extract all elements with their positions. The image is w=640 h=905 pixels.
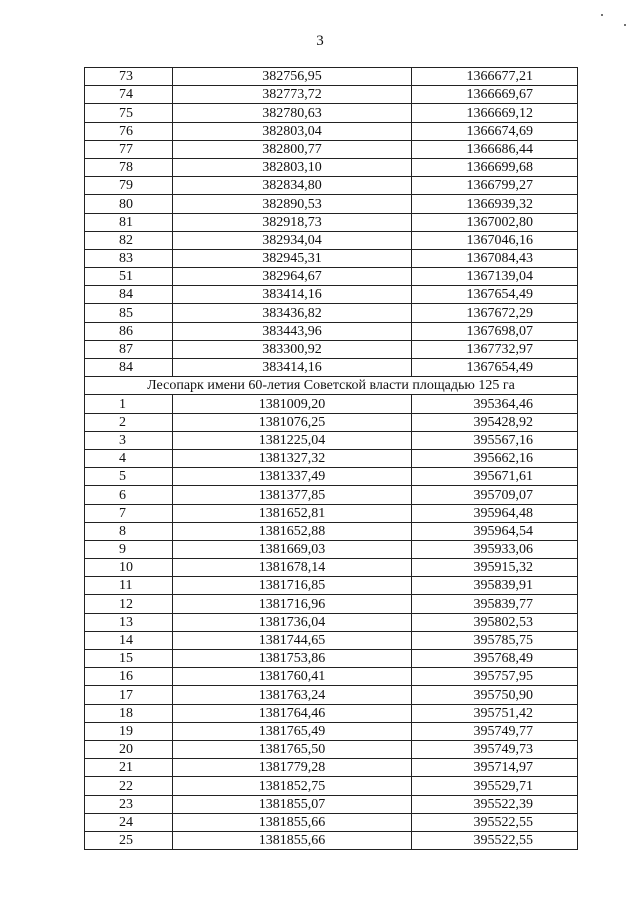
- y-coordinate-cell: 395839,91: [412, 577, 578, 595]
- y-coordinate-cell: 395768,49: [412, 650, 578, 668]
- y-coordinate-cell: 1367046,16: [412, 231, 578, 249]
- table-row: [85, 359, 578, 377]
- table-row: [85, 522, 578, 540]
- point-number-cell: 15: [85, 650, 173, 668]
- x-coordinate-cell: 1381669,03: [173, 540, 412, 558]
- table-row: [85, 286, 578, 304]
- x-coordinate-cell: 382945,31: [173, 249, 412, 267]
- point-number-cell: 23: [85, 795, 173, 813]
- y-coordinate-cell: 395751,42: [412, 704, 578, 722]
- y-coordinate-cell: 1366674,69: [412, 122, 578, 140]
- section-title: Лесопарк имени 60-летия Советской власти площадью 125 га: [85, 377, 578, 395]
- x-coordinate-cell: 1381763,24: [173, 686, 412, 704]
- table-row: [85, 431, 578, 449]
- point-number-cell: 4: [85, 449, 173, 467]
- x-coordinate-cell: 383414,16: [173, 286, 412, 304]
- table-row: [85, 759, 578, 777]
- point-number-cell: 13: [85, 613, 173, 631]
- table-row: [85, 231, 578, 249]
- x-coordinate-cell: 1381855,66: [173, 813, 412, 831]
- x-coordinate-cell: 382803,10: [173, 158, 412, 176]
- point-number-cell: 11: [85, 577, 173, 595]
- point-number-cell: 9: [85, 540, 173, 558]
- x-coordinate-cell: 382834,80: [173, 177, 412, 195]
- x-coordinate-cell: 1381377,85: [173, 486, 412, 504]
- table-row: [85, 158, 578, 176]
- table-row: [85, 613, 578, 631]
- x-coordinate-cell: 1381652,88: [173, 522, 412, 540]
- table-row: [85, 577, 578, 595]
- y-coordinate-cell: 395709,07: [412, 486, 578, 504]
- x-coordinate-cell: 1381009,20: [173, 395, 412, 413]
- table-row: [85, 177, 578, 195]
- point-number-cell: 81: [85, 213, 173, 231]
- point-number-cell: 8: [85, 522, 173, 540]
- point-number-cell: 79: [85, 177, 173, 195]
- table-row: [85, 777, 578, 795]
- point-number-cell: 17: [85, 686, 173, 704]
- table-row: [85, 268, 578, 286]
- table-row: [85, 813, 578, 831]
- x-coordinate-cell: 1381337,49: [173, 468, 412, 486]
- scan-speck: [624, 24, 626, 26]
- y-coordinate-cell: 395933,06: [412, 540, 578, 558]
- point-number-cell: 25: [85, 831, 173, 849]
- page-number: 3: [316, 33, 324, 49]
- y-coordinate-cell: 1366669,12: [412, 104, 578, 122]
- point-number-cell: 73: [85, 68, 173, 86]
- table-row: [85, 449, 578, 467]
- section-row: [85, 377, 578, 395]
- y-coordinate-cell: 395785,75: [412, 631, 578, 649]
- x-coordinate-cell: 1381764,46: [173, 704, 412, 722]
- point-number-cell: 85: [85, 304, 173, 322]
- table-b-body: [85, 395, 578, 850]
- y-coordinate-cell: 395662,16: [412, 449, 578, 467]
- table-row: [85, 322, 578, 340]
- table-row: [85, 704, 578, 722]
- section-header: [85, 377, 578, 395]
- table-row: [85, 795, 578, 813]
- point-number-cell: 51: [85, 268, 173, 286]
- x-coordinate-cell: 383300,92: [173, 340, 412, 358]
- y-coordinate-cell: 395802,53: [412, 613, 578, 631]
- point-number-cell: 24: [85, 813, 173, 831]
- y-coordinate-cell: 395364,46: [412, 395, 578, 413]
- x-coordinate-cell: 1381736,04: [173, 613, 412, 631]
- table-a-body: [85, 68, 578, 377]
- x-coordinate-cell: 382800,77: [173, 140, 412, 158]
- y-coordinate-cell: 1367139,04: [412, 268, 578, 286]
- y-coordinate-cell: 1366939,32: [412, 195, 578, 213]
- x-coordinate-cell: 382780,63: [173, 104, 412, 122]
- point-number-cell: 2: [85, 413, 173, 431]
- y-coordinate-cell: 395757,95: [412, 668, 578, 686]
- table-row: [85, 86, 578, 104]
- y-coordinate-cell: 395529,71: [412, 777, 578, 795]
- y-coordinate-cell: 395428,92: [412, 413, 578, 431]
- point-number-cell: 86: [85, 322, 173, 340]
- point-number-cell: 16: [85, 668, 173, 686]
- point-number-cell: 3: [85, 431, 173, 449]
- point-number-cell: 18: [85, 704, 173, 722]
- table-row: [85, 559, 578, 577]
- y-coordinate-cell: 1366699,68: [412, 158, 578, 176]
- table-row: [85, 122, 578, 140]
- point-number-cell: 5: [85, 468, 173, 486]
- x-coordinate-cell: 1381852,75: [173, 777, 412, 795]
- x-coordinate-cell: 382803,04: [173, 122, 412, 140]
- point-number-cell: 20: [85, 740, 173, 758]
- point-number-cell: 6: [85, 486, 173, 504]
- point-number-cell: 82: [85, 231, 173, 249]
- x-coordinate-cell: 382773,72: [173, 86, 412, 104]
- table-row: [85, 340, 578, 358]
- x-coordinate-cell: 1381855,07: [173, 795, 412, 813]
- table-row: [85, 140, 578, 158]
- y-coordinate-cell: 395522,39: [412, 795, 578, 813]
- point-number-cell: 76: [85, 122, 173, 140]
- table-row: [85, 650, 578, 668]
- point-number-cell: 84: [85, 359, 173, 377]
- y-coordinate-cell: 1367672,29: [412, 304, 578, 322]
- y-coordinate-cell: 1367698,07: [412, 322, 578, 340]
- point-number-cell: 77: [85, 140, 173, 158]
- x-coordinate-cell: 382918,73: [173, 213, 412, 231]
- x-coordinate-cell: 1381765,50: [173, 740, 412, 758]
- y-coordinate-cell: 1366686,44: [412, 140, 578, 158]
- x-coordinate-cell: 1381076,25: [173, 413, 412, 431]
- point-number-cell: 22: [85, 777, 173, 795]
- x-coordinate-cell: 1381855,66: [173, 831, 412, 849]
- x-coordinate-cell: 382756,95: [173, 68, 412, 86]
- y-coordinate-cell: 1367002,80: [412, 213, 578, 231]
- x-coordinate-cell: 383414,16: [173, 359, 412, 377]
- point-number-cell: 10: [85, 559, 173, 577]
- table-row: [85, 413, 578, 431]
- point-number-cell: 80: [85, 195, 173, 213]
- y-coordinate-cell: 395750,90: [412, 686, 578, 704]
- table-row: [85, 740, 578, 758]
- x-coordinate-cell: 1381753,86: [173, 650, 412, 668]
- table-row: [85, 686, 578, 704]
- x-coordinate-cell: 1381765,49: [173, 722, 412, 740]
- table-row: [85, 595, 578, 613]
- y-coordinate-cell: 395964,54: [412, 522, 578, 540]
- y-coordinate-cell: 395749,73: [412, 740, 578, 758]
- table-row: [85, 213, 578, 231]
- x-coordinate-cell: 1381716,85: [173, 577, 412, 595]
- table-row: [85, 249, 578, 267]
- table-row: [85, 504, 578, 522]
- y-coordinate-cell: 395839,77: [412, 595, 578, 613]
- point-number-cell: 12: [85, 595, 173, 613]
- point-number-cell: 84: [85, 286, 173, 304]
- scan-speck: [601, 14, 603, 16]
- y-coordinate-cell: 395714,97: [412, 759, 578, 777]
- point-number-cell: 87: [85, 340, 173, 358]
- y-coordinate-cell: 1366669,67: [412, 86, 578, 104]
- y-coordinate-cell: 395749,77: [412, 722, 578, 740]
- y-coordinate-cell: 395671,61: [412, 468, 578, 486]
- point-number-cell: 74: [85, 86, 173, 104]
- point-number-cell: 19: [85, 722, 173, 740]
- y-coordinate-cell: 1366677,21: [412, 68, 578, 86]
- y-coordinate-cell: 1367654,49: [412, 359, 578, 377]
- table-row: [85, 831, 578, 849]
- y-coordinate-cell: 395964,48: [412, 504, 578, 522]
- x-coordinate-cell: 382964,67: [173, 268, 412, 286]
- table-row: [85, 468, 578, 486]
- coordinates-table: [84, 67, 578, 850]
- x-coordinate-cell: 1381678,14: [173, 559, 412, 577]
- y-coordinate-cell: 1367654,49: [412, 286, 578, 304]
- point-number-cell: 7: [85, 504, 173, 522]
- table-row: [85, 722, 578, 740]
- x-coordinate-cell: 383443,96: [173, 322, 412, 340]
- y-coordinate-cell: 1366799,27: [412, 177, 578, 195]
- x-coordinate-cell: 382890,53: [173, 195, 412, 213]
- table-row: [85, 668, 578, 686]
- point-number-cell: 1: [85, 395, 173, 413]
- table-row: [85, 195, 578, 213]
- y-coordinate-cell: 395567,16: [412, 431, 578, 449]
- point-number-cell: 14: [85, 631, 173, 649]
- table-row: [85, 395, 578, 413]
- x-coordinate-cell: 1381652,81: [173, 504, 412, 522]
- x-coordinate-cell: 1381744,65: [173, 631, 412, 649]
- table-row: [85, 631, 578, 649]
- table-row: [85, 68, 578, 86]
- y-coordinate-cell: 395522,55: [412, 831, 578, 849]
- x-coordinate-cell: 1381327,32: [173, 449, 412, 467]
- point-number-cell: 21: [85, 759, 173, 777]
- x-coordinate-cell: 1381225,04: [173, 431, 412, 449]
- point-number-cell: 75: [85, 104, 173, 122]
- x-coordinate-cell: 1381716,96: [173, 595, 412, 613]
- table-row: [85, 540, 578, 558]
- x-coordinate-cell: 383436,82: [173, 304, 412, 322]
- table-row: [85, 486, 578, 504]
- point-number-cell: 83: [85, 249, 173, 267]
- point-number-cell: 78: [85, 158, 173, 176]
- table-row: [85, 304, 578, 322]
- x-coordinate-cell: 1381779,28: [173, 759, 412, 777]
- y-coordinate-cell: 395915,32: [412, 559, 578, 577]
- table-row: [85, 104, 578, 122]
- y-coordinate-cell: 395522,55: [412, 813, 578, 831]
- x-coordinate-cell: 382934,04: [173, 231, 412, 249]
- y-coordinate-cell: 1367732,97: [412, 340, 578, 358]
- x-coordinate-cell: 1381760,41: [173, 668, 412, 686]
- y-coordinate-cell: 1367084,43: [412, 249, 578, 267]
